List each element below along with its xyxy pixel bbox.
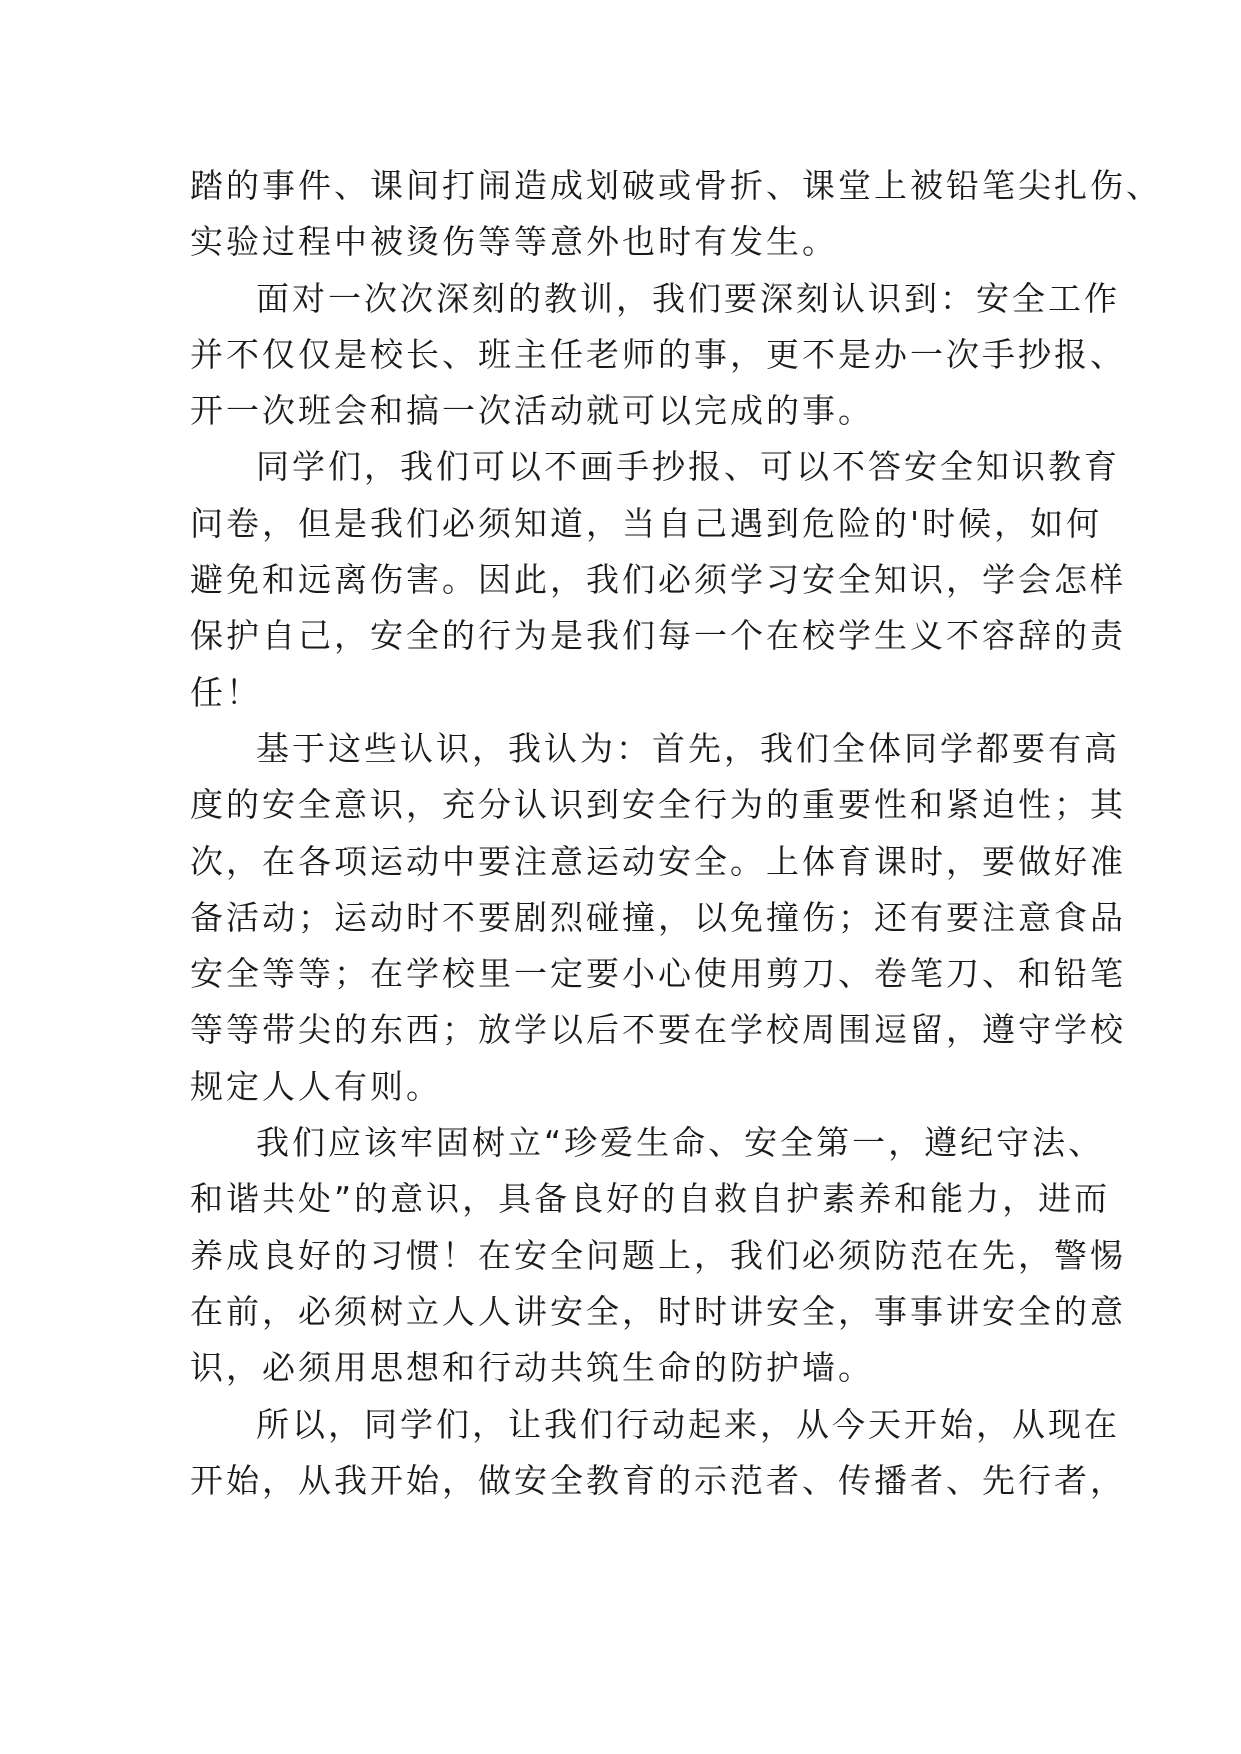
text-line: 实验过程中被烫伤等等意外也时有发生。 [190, 222, 838, 262]
text-line: 所以，同学们，让我们行动起来，从今天开始，从现在 [256, 1404, 1120, 1444]
text-line: 保护自己，安全的行为是我们每一个在校学生义不容辞的责 [190, 616, 1126, 656]
text-line: 我们应该牢固树立“珍爱生命、安全第一，遵纪守法、 [256, 1123, 1105, 1163]
text-line: 规定人人有则。 [190, 1066, 442, 1106]
text-line: 踏的事件、课间打闹造成划破或骨折、课堂上被铅笔尖扎伤、 [190, 166, 1162, 205]
text-line: 开始，从我开始，做安全教育的示范者、传播者、先行者， [190, 1460, 1126, 1500]
paragraph [190, 439, 1126, 720]
text-line: 次，在各项运动中要注意运动安全。上体育课时，要做好准 [190, 841, 1126, 881]
text-line: 备活动；运动时不要剧烈碰撞，以免撞伤；还有要注意食品 [190, 897, 1126, 937]
text-line: 同学们，我们可以不画手抄报、可以不答安全知识教育 [256, 447, 1120, 487]
text-line: 任！ [190, 672, 262, 712]
text-line: 面对一次次深刻的教训，我们要深刻认识到：安全工作 [256, 278, 1120, 318]
text-line: 开一次班会和搞一次活动就可以完成的事。 [190, 391, 874, 431]
text-line: 并不仅仅是校长、班主任老师的事，更不是办一次手抄报、 [190, 334, 1126, 374]
paragraph [190, 721, 1126, 1115]
text-line: 避免和远离伤害。因此，我们必须学习安全知识，学会怎样 [190, 560, 1126, 600]
paragraph [190, 271, 1126, 440]
text-line: 在前，必须树立人人讲安全，时时讲安全，事事讲安全的意 [190, 1291, 1126, 1331]
paragraph [190, 1397, 1126, 1510]
document-body [190, 158, 1162, 1509]
text-line: 识，必须用思想和行动共筑生命的防护墙。 [190, 1348, 874, 1388]
paragraph [190, 1115, 1126, 1396]
text-line: 度的安全意识，充分认识到安全行为的重要性和紧迫性；其 [190, 785, 1126, 825]
paragraph [190, 158, 1162, 271]
text-line: 养成良好的习惯！在安全问题上，我们必须防范在先，警惕 [190, 1235, 1126, 1275]
text-line: 安全等等；在学校里一定要小心使用剪刀、卷笔刀、和铅笔 [190, 954, 1126, 994]
text-line: 和谐共处”的意识，具备良好的自救自护素养和能力，进而 [190, 1179, 1111, 1219]
text-line: 基于这些认识，我认为：首先，我们全体同学都要有高 [256, 728, 1120, 768]
text-line: 问卷，但是我们必须知道，当自己遇到危险的'时候，如何 [190, 503, 1103, 543]
text-line: 等等带尖的东西；放学以后不要在学校周围逗留，遵守学校 [190, 1010, 1126, 1050]
